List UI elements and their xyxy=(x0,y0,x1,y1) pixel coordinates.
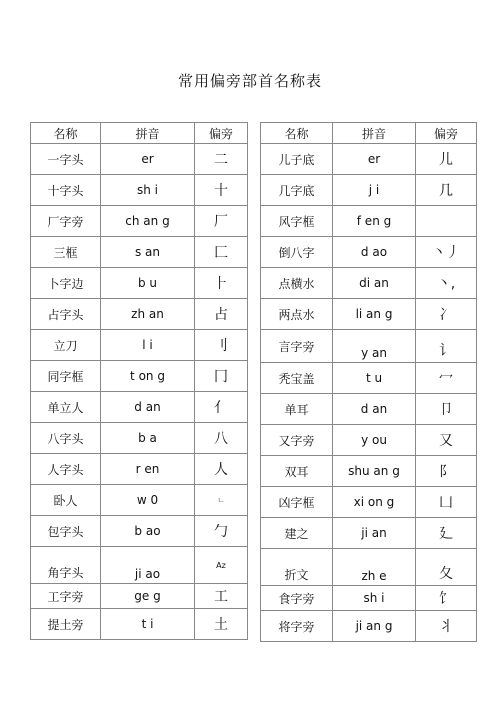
table-row xyxy=(261,518,477,549)
radical-name: 八字头 xyxy=(31,423,101,454)
radical-glyph: 丶, xyxy=(416,268,477,299)
radical-glyph: 冖 xyxy=(416,363,477,394)
table-header-row xyxy=(261,123,477,144)
radical-name: 倒八字 xyxy=(261,237,333,268)
radical-glyph: 二 xyxy=(195,144,248,175)
table-row xyxy=(261,586,477,611)
radical-name: 厂字旁 xyxy=(31,206,101,237)
header-pinyin: 拼音 xyxy=(333,123,416,144)
radical-pinyin: ge g xyxy=(101,584,195,609)
radical-glyph: 十 xyxy=(195,175,248,206)
radical-glyph: Az xyxy=(195,547,248,584)
radical-name: 提土旁 xyxy=(31,609,101,640)
radical-pinyin: r en xyxy=(101,454,195,485)
radical-name: 一字头 xyxy=(31,144,101,175)
radical-glyph: 勹 xyxy=(195,516,248,547)
radical-glyph: 占 xyxy=(195,299,248,330)
radical-pinyin: b a xyxy=(101,423,195,454)
radical-name: 折文 xyxy=(261,549,333,586)
table-row xyxy=(31,454,248,485)
radical-glyph: 丶丿 xyxy=(416,237,477,268)
radical-pinyin: ji ao xyxy=(101,547,195,584)
radical-pinyin: di an xyxy=(333,268,416,299)
radical-pinyin: er xyxy=(101,144,195,175)
table-row xyxy=(261,456,477,487)
radical-glyph: 儿 xyxy=(416,144,477,175)
radical-glyph: 厂 xyxy=(195,206,248,237)
radical-glyph: 亻 xyxy=(195,392,248,423)
radical-pinyin: s an xyxy=(101,237,195,268)
radical-name: 双耳 xyxy=(261,456,333,487)
radical-name: 三框 xyxy=(31,237,101,268)
radical-name: 食字旁 xyxy=(261,586,333,611)
radical-pinyin: t u xyxy=(333,363,416,394)
radical-glyph: 又 xyxy=(416,425,477,456)
radical-name: 几字底 xyxy=(261,175,333,206)
table-row xyxy=(31,299,248,330)
radical-glyph: 阝 xyxy=(416,456,477,487)
table-row xyxy=(31,584,248,609)
table-row xyxy=(261,206,477,237)
table-row xyxy=(261,363,477,394)
table-row xyxy=(31,361,248,392)
radical-name: 包字头 xyxy=(31,516,101,547)
radical-pinyin: zh e xyxy=(333,549,416,586)
radical-glyph: 廴 xyxy=(416,518,477,549)
table-row xyxy=(261,268,477,299)
table-row xyxy=(31,330,248,361)
radical-glyph: 凵 xyxy=(416,487,477,518)
radical-glyph: ㄴ xyxy=(195,485,248,516)
radical-pinyin: y ou xyxy=(333,425,416,456)
radical-name: 又字旁 xyxy=(261,425,333,456)
radical-table-left xyxy=(30,122,248,640)
radical-name: 两点水 xyxy=(261,299,333,330)
table-row xyxy=(261,425,477,456)
radical-glyph: 卩 xyxy=(416,394,477,425)
radical-pinyin: b u xyxy=(101,268,195,299)
radical-glyph: 八 xyxy=(195,423,248,454)
radical-pinyin: d ao xyxy=(333,237,416,268)
radical-pinyin: sh i xyxy=(333,586,416,611)
radical-glyph: 人 xyxy=(195,454,248,485)
radical-name: 角字头 xyxy=(31,547,101,584)
table-row xyxy=(261,175,477,206)
radical-name: 卜字边 xyxy=(31,268,101,299)
radical-glyph: 工 xyxy=(195,584,248,609)
radical-pinyin: j i xyxy=(333,175,416,206)
radical-pinyin: ji an g xyxy=(333,611,416,642)
radical-name: 风字框 xyxy=(261,206,333,237)
header-name: 名称 xyxy=(31,123,101,144)
table-row xyxy=(31,175,248,206)
radical-name: 同字框 xyxy=(31,361,101,392)
radical-glyph: 匚 xyxy=(195,237,248,268)
radical-name: 秃宝盖 xyxy=(261,363,333,394)
radical-pinyin: w 0 xyxy=(101,485,195,516)
radical-glyph: 几 xyxy=(416,175,477,206)
header-pinyin: 拼音 xyxy=(101,123,195,144)
table-row xyxy=(31,237,248,268)
radical-glyph: 冂 xyxy=(195,361,248,392)
header-radical: 偏旁 xyxy=(195,123,248,144)
radical-glyph: 饣 xyxy=(416,586,477,611)
radical-glyph: 土 xyxy=(195,609,248,640)
radical-pinyin: shu an g xyxy=(333,456,416,487)
radical-pinyin: ji an xyxy=(333,518,416,549)
radical-pinyin: er xyxy=(333,144,416,175)
radical-name: 点横水 xyxy=(261,268,333,299)
radical-name: 立刀 xyxy=(31,330,101,361)
table-row xyxy=(261,549,477,586)
radical-glyph: ⺊ xyxy=(195,268,248,299)
radical-pinyin: t on g xyxy=(101,361,195,392)
table-row xyxy=(31,516,248,547)
radical-name: 单耳 xyxy=(261,394,333,425)
radical-name: 单立人 xyxy=(31,392,101,423)
radical-pinyin: zh an xyxy=(101,299,195,330)
table-row xyxy=(31,423,248,454)
radical-pinyin: d an xyxy=(333,394,416,425)
radical-glyph: 刂 xyxy=(195,330,248,361)
table-row xyxy=(261,487,477,518)
radical-pinyin: b ao xyxy=(101,516,195,547)
radical-pinyin: t i xyxy=(101,609,195,640)
radical-name: 人字头 xyxy=(31,454,101,485)
radical-pinyin: sh i xyxy=(101,175,195,206)
radical-pinyin: xi on g xyxy=(333,487,416,518)
table-row xyxy=(31,144,248,175)
header-name: 名称 xyxy=(261,123,333,144)
radical-pinyin: li an g xyxy=(333,299,416,330)
header-radical: 偏旁 xyxy=(416,123,477,144)
radical-name: 建之 xyxy=(261,518,333,549)
table-row xyxy=(261,330,477,363)
page-title: 常用偏旁部首名称表 xyxy=(177,72,322,90)
radical-table-right xyxy=(260,122,477,642)
radical-pinyin: y an xyxy=(333,330,416,363)
table-row xyxy=(31,206,248,237)
radical-glyph xyxy=(416,206,477,237)
table-row xyxy=(31,547,248,584)
radical-name: 工字旁 xyxy=(31,584,101,609)
radical-glyph: 夂 xyxy=(416,549,477,586)
table-row xyxy=(261,299,477,330)
radical-pinyin: d an xyxy=(101,392,195,423)
table-row xyxy=(31,268,248,299)
table-row xyxy=(31,485,248,516)
radical-name: 卧人 xyxy=(31,485,101,516)
radical-name: 儿子底 xyxy=(261,144,333,175)
radical-name: 将字旁 xyxy=(261,611,333,642)
radical-name: 言字旁 xyxy=(261,330,333,363)
radical-glyph: 冫 xyxy=(416,299,477,330)
radical-glyph: 讠 xyxy=(416,330,477,363)
radical-glyph: 丬 xyxy=(416,611,477,642)
radical-pinyin: ch an g xyxy=(101,206,195,237)
table-row xyxy=(31,392,248,423)
table-header-row xyxy=(31,123,248,144)
table-row xyxy=(261,144,477,175)
table-row xyxy=(261,611,477,642)
table-row xyxy=(261,394,477,425)
radical-name: 占字头 xyxy=(31,299,101,330)
table-row xyxy=(31,609,248,640)
table-row xyxy=(261,237,477,268)
radical-pinyin: f en g xyxy=(333,206,416,237)
radical-pinyin: l i xyxy=(101,330,195,361)
radical-name: 十字头 xyxy=(31,175,101,206)
radical-name: 凶字框 xyxy=(261,487,333,518)
